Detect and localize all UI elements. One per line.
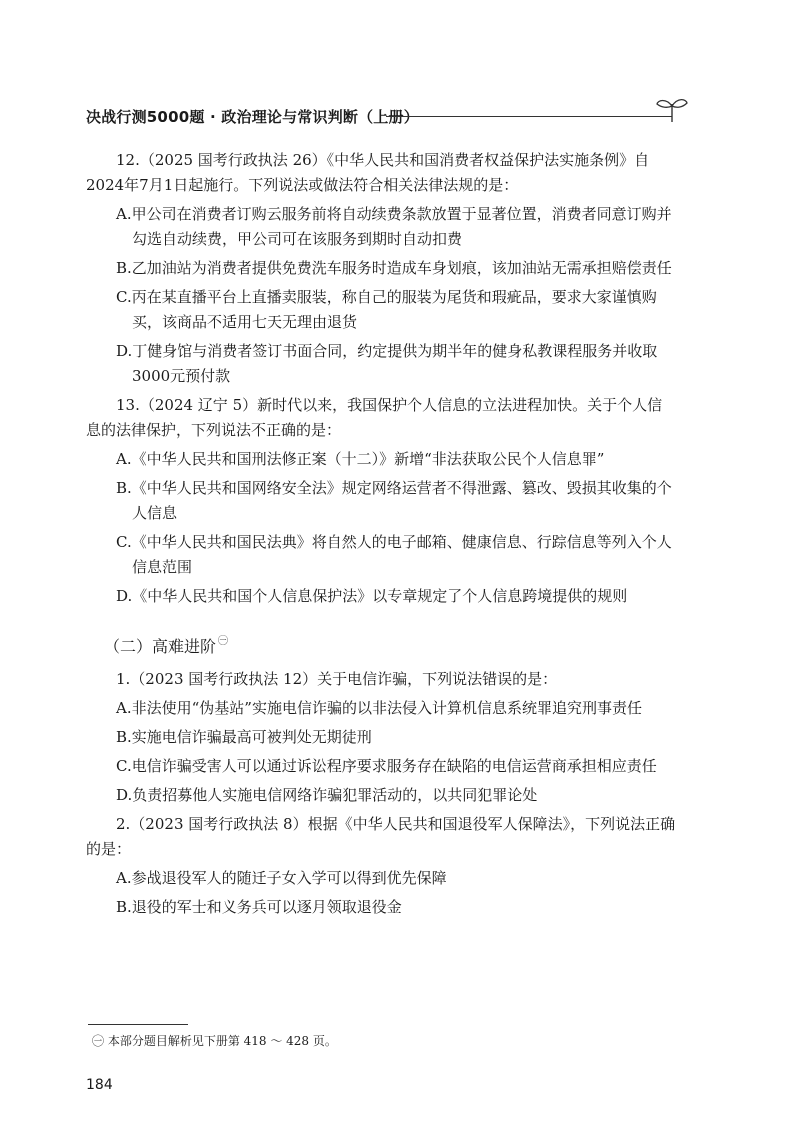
option-b: B.乙加油站为消费者提供免费洗车服务时造成车身划痕，该加油站无需承担赔偿责任 (116, 259, 672, 277)
option-b: B.实施电信诈骗最高可被判处无期徒刑 (116, 728, 372, 746)
main-content (86, 148, 676, 924)
question-block (86, 148, 676, 389)
option-a: A.甲公司在消费者订购云服务前将自动续费条款放置于显著位置，消费者同意订购并勾选自动续费，甲公司可在该服务到期时自动扣费 (116, 205, 672, 248)
question-block (86, 667, 676, 808)
question-block (86, 812, 676, 920)
option-c: C.丙在某直播平台上直播卖服装，称自己的服装为尾货和瑕疵品，要求大家谨慎购买，该商品不适用七天无理由退货 (116, 288, 657, 331)
option-d: D.负责招募他人实施电信网络诈骗犯罪活动的，以共同犯罪论处 (116, 786, 538, 804)
footnote-marker: ㊀ (218, 636, 229, 647)
question-stem: 13.（2024 辽宁 5）新时代以来，我国保护个人信息的立法进程加快。关于个人信息的法律保护，下列说法不正确的是： (86, 396, 663, 439)
header-rule (386, 116, 672, 117)
section-title: （二）高难进阶 (104, 637, 217, 656)
option-b: B.《中华人民共和国网络安全法》规定网络运营者不得泄露、篡改、毁损其收集的个人信息 (116, 479, 672, 522)
question-stem: 2.（2023 国考行政执法 8）根据《中华人民共和国退役军人保障法》，下列说法正确的是： (86, 815, 676, 858)
footnote: ㊀ 本部分题目解析见下册第 418 ～ 428 页。 (92, 1034, 337, 1048)
option-d: D.丁健身馆与消费者签订书面合同，约定提供为期半年的健身私教课程服务并收取3000元预付款 (116, 342, 658, 385)
option-a: A.《中华人民共和国刑法修正案（十二）》新增“非法获取公民个人信息罪” (116, 450, 605, 468)
option-a: A.非法使用“伪基站”实施电信诈骗的以非法侵入计算机信息系统罪追究刑事责任 (116, 699, 642, 717)
question-block (86, 393, 676, 609)
header-title: 决战行测5000题 · 政治理论与常识判断（上册） (86, 108, 419, 126)
page-number: 184 (86, 1077, 113, 1093)
sprout-icon (652, 94, 692, 124)
option-b: B.退役的军士和义务兵可以逐月领取退役金 (116, 898, 402, 916)
footnote-rule (88, 1024, 188, 1025)
question-stem: 1.（2023 国考行政执法 12）关于电信诈骗，下列说法错误的是： (116, 670, 558, 688)
running-header (86, 100, 692, 130)
option-c: C.《中华人民共和国民法典》将自然人的电子邮箱、健康信息、行踪信息等列入个人信息范围 (116, 533, 672, 576)
section-heading (104, 629, 676, 659)
option-d: D.《中华人民共和国个人信息保护法》以专章规定了个人信息跨境提供的规则 (116, 587, 628, 605)
question-stem: 12.（2025 国考行政执法 26）《中华人民共和国消费者权益保护法实施条例》自2024年7月1日起施行。下列说法或做法符合相关法律法规的是： (86, 151, 650, 194)
option-a: A.参战退役军人的随迁子女入学可以得到优先保障 (116, 869, 447, 887)
option-c: C.电信诈骗受害人可以通过诉讼程序要求服务存在缺陷的电信运营商承担相应责任 (116, 757, 657, 775)
